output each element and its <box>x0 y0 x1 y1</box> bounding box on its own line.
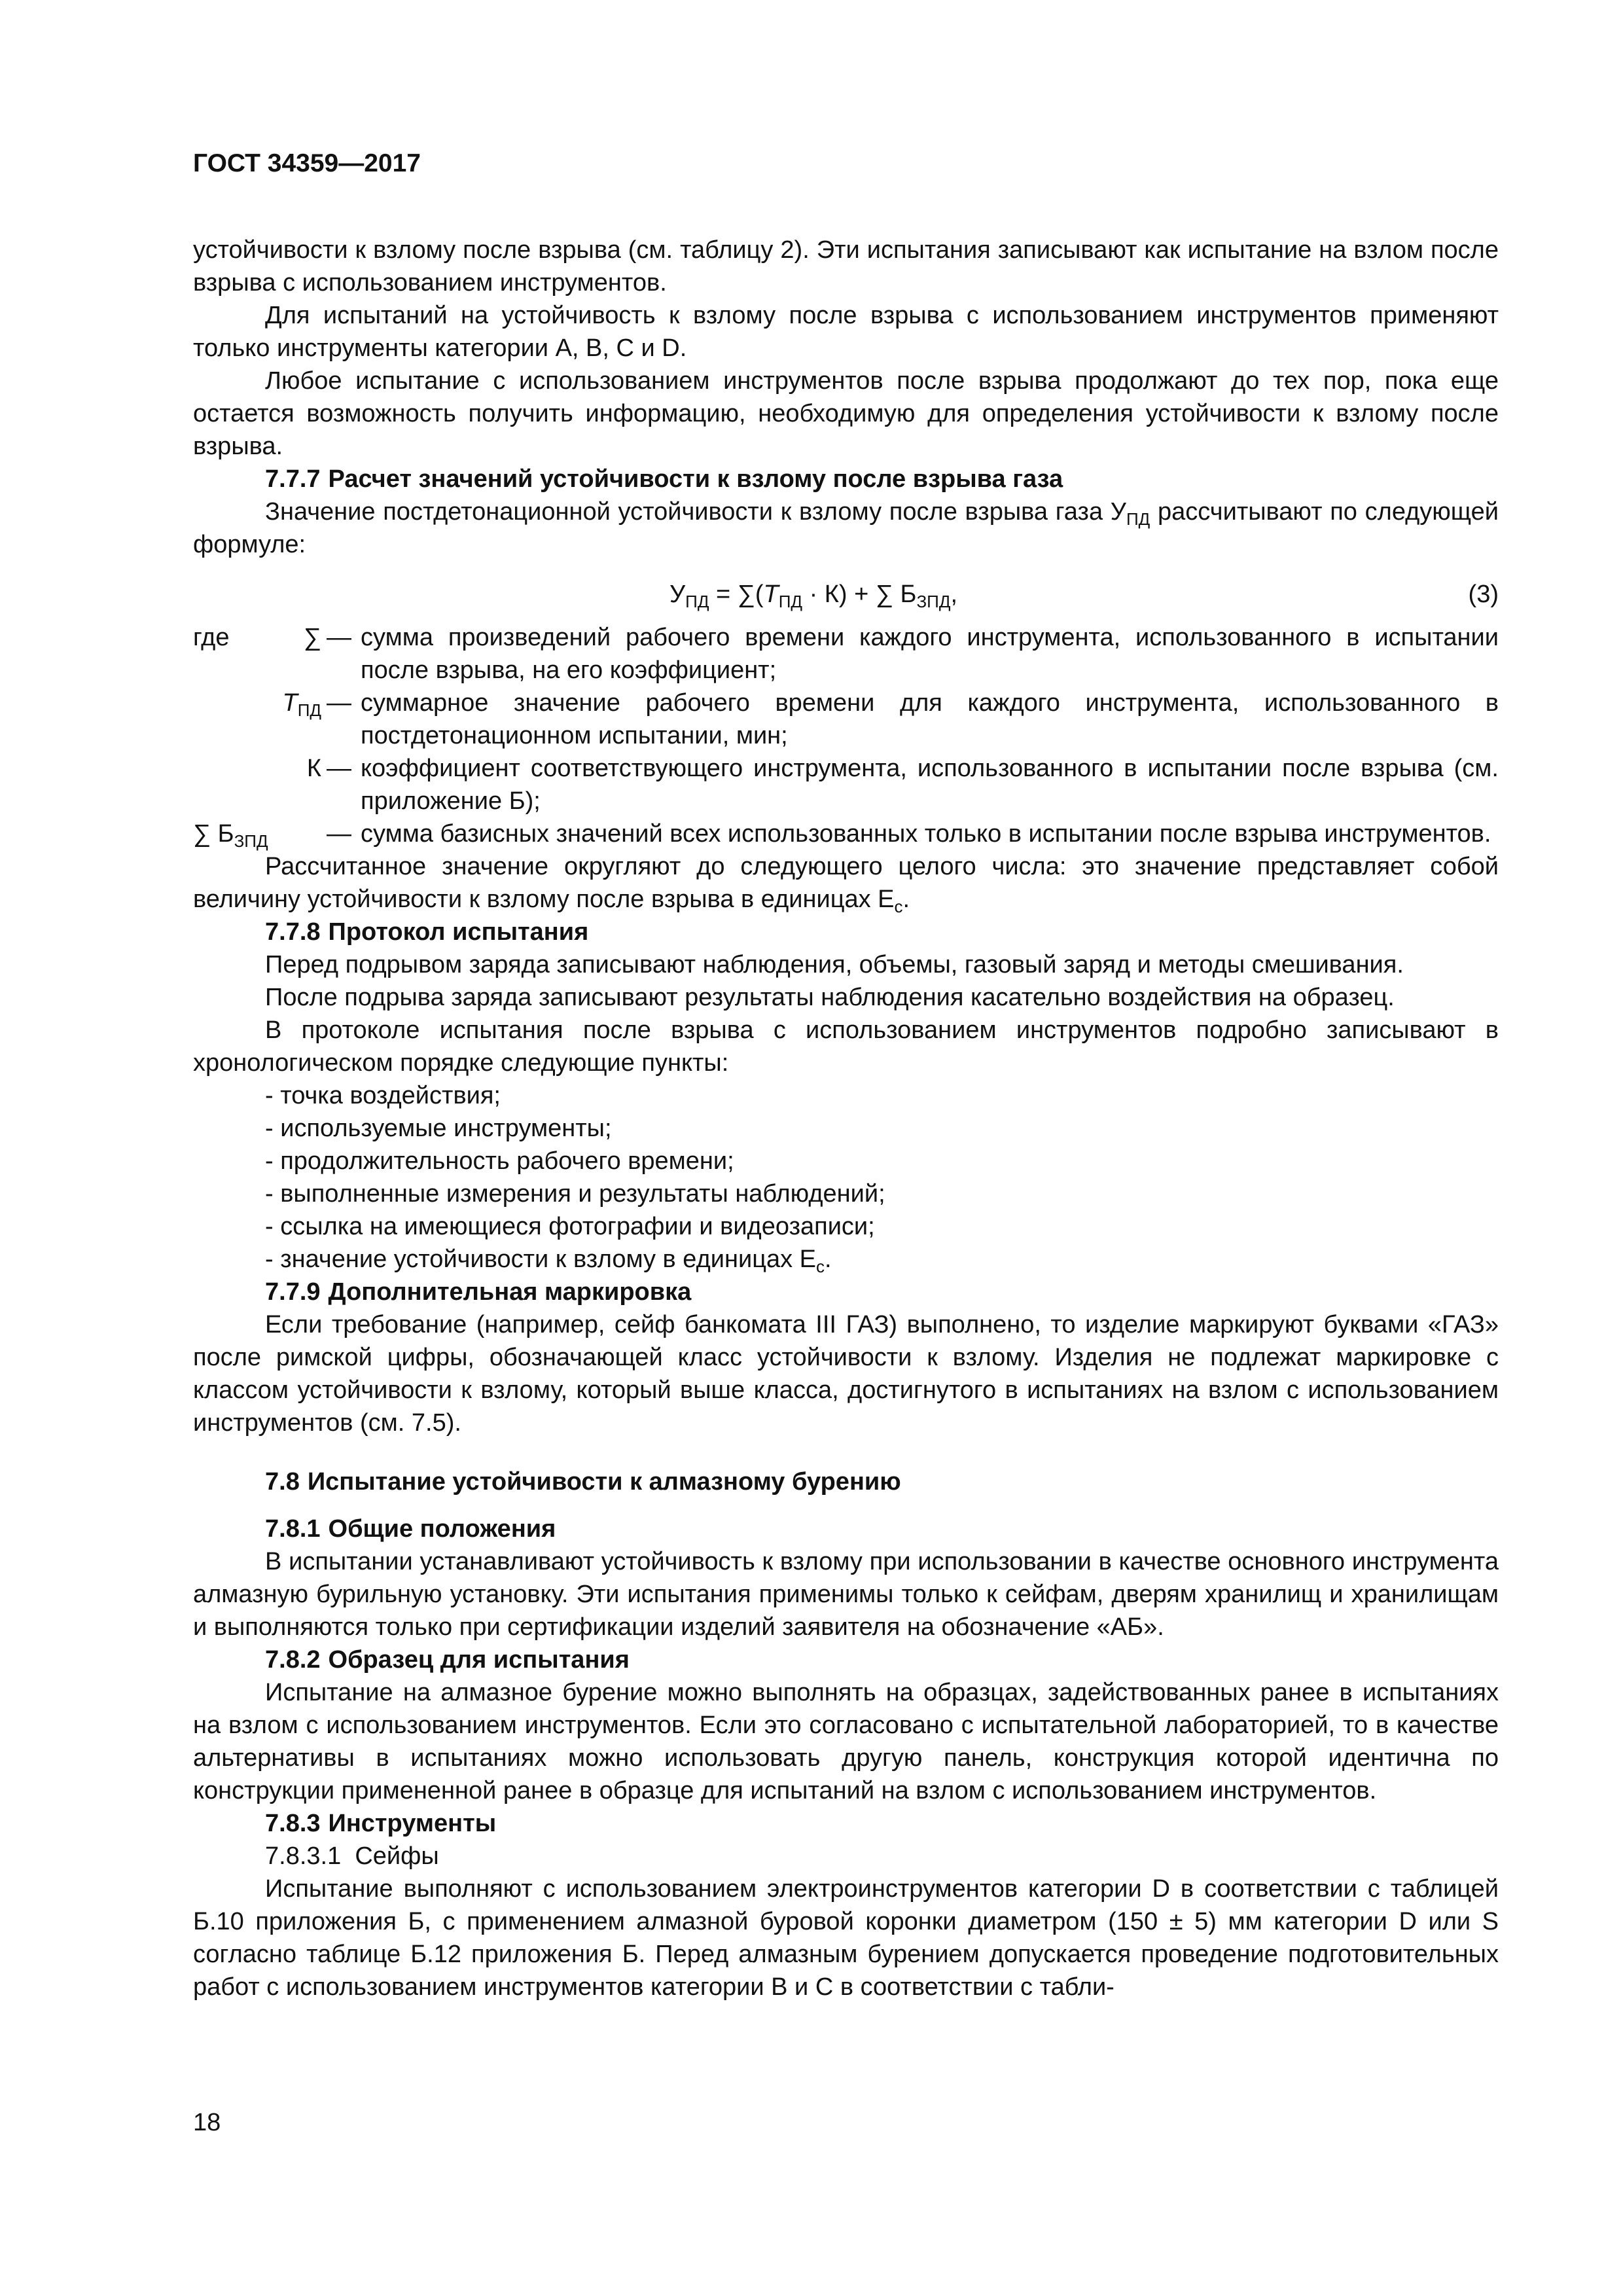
paragraph: В испытании устанавливают устойчивость к взлому при использовании в качестве основного инструмента алмазную бурильную установку. Эти испытания применимы только к сейфам, дверям хранилищ и хранилищам и выполняются только при сертификации изделий заявителя на обозначение «АБ». <box>193 1548 1499 1641</box>
document-page <box>193 147 1499 2003</box>
section-heading-7-7-7: 7.7.7 Расчет значений устойчивости к взлому после взрыва газа <box>265 465 1063 493</box>
paragraph: Испытание на алмазное бурение можно выполнять на образцах, задействованных ранее в испытаниях на взлом с использованием инструментов. Если это согласовано с испытательной лабораторией, то в качестве альтернативы в испытаниях можно использовать другую панель, конструкция которой идентична по конструкции примененной ранее в образце для испытаний на взлом с использованием инструментов. <box>193 1679 1499 1804</box>
paragraph: Испытание выполняют с использованием электроинструментов категории D в соответствии с таблицей Б.10 приложения Б, с применением алмазной буровой коронки диаметром (150 ± 5) мм категории D или S согласно таблице Б.12 приложения Б. Перед алмазным бурением допускается проведение подготовительных работ с использованием инструментов категории В и С в соответствии с табли- <box>193 1875 1499 2001</box>
paragraph: Если требование (например, сейф банкомата III ГАЗ) выполнено, то изделие маркируют буквами «ГАЗ» после римской цифры, обозначающей класс устойчивости к взлому. Изделия не подлежат маркировке с классом устойчивости к взлому, который выше класса, достигнутого в испытаниях на взлом с использованием инструментов (см. 7.5). <box>193 1311 1499 1437</box>
formula-3 <box>193 578 1499 616</box>
paragraph: Любое испытание с использованием инструментов после взрыва продолжают до тех пор, пока еще остается возможность получить информацию, необходимую для определения устойчивости к взлому после взрыва. <box>193 367 1499 460</box>
paragraph: В протоколе испытания после взрыва с использованием инструментов подробно записывают в хронологическом порядке следующие пункты: <box>193 1016 1499 1077</box>
page-number: 18 <box>193 2109 221 2136</box>
subsection-heading-7-8-3-1: 7.8.3.1 Сейфы <box>265 1842 439 1870</box>
paragraph-formula-intro: Значение постдетонационной устойчивости к взлому после взрыва газа $У_{ПД}$ рассчитывают по следующей формуле: <box>193 498 1499 558</box>
formula-number: (3) <box>1468 581 1499 608</box>
paragraph: Для испытаний на устойчивость к взлому после взрыва с использованием инструментов применяют только инструменты категории А, В, С и D. <box>193 302 1499 362</box>
definition-item: где ∑ — сумма произведений рабочего времени каждого инструмента, использованного в испытании после взрыва, на его коэффициент; <box>193 624 1499 684</box>
section-heading-7-7-8: 7.7.8 Протокол испытания <box>265 918 589 946</box>
list-item: - выполненные измерения и результаты наблюдений; <box>193 1177 1499 1210</box>
definition-item: $Т_{ПД}$ — суммарное значение рабочего времени для каждого инструмента, использованного в постдетонационном испытании, мин; <box>282 689 1499 749</box>
formula-definitions <box>193 621 1499 850</box>
definition-item: К — коэффициент соответствующего инструмента, использованного в испытании после взрыва (см. приложение Б); <box>306 755 1499 815</box>
section-heading-7-7-9: 7.7.9 Дополнительная маркировка <box>265 1278 692 1306</box>
document-header: ГОСТ 34359—2017 <box>193 149 421 177</box>
formula-expression: $У_{ПД} = \sum(Т_{ПД} \cdot К)$ + ∑ $Б_{ЗПД}$, <box>669 581 958 611</box>
list-item: - ссылка на имеющиеся фотографии и видеозаписи; <box>193 1210 1499 1243</box>
paragraph: Перед подрывом заряда записывают наблюдения, объемы, газовый заряд и методы смешивания. <box>265 951 1404 978</box>
paragraph: После подрыва заряда записывают результаты наблюдения касательно воздействия на образец. <box>265 984 1395 1011</box>
paragraph: устойчивости к взлому после взрыва (см. таблицу 2). Эти испытания записывают как испытание на взлом после взрыва с использованием инструментов. <box>193 236 1499 296</box>
definition-item: ∑ $Б_{ЗПД}$ — сумма базисных значений всех использованных только в испытании после взрыва инструментов. <box>193 820 1491 851</box>
section-heading-7-8-2: 7.8.2 Образец для испытания <box>265 1646 630 1674</box>
section-heading-7-8: 7.8 Испытание устойчивости к алмазному бурению <box>265 1468 901 1496</box>
list-item: - значение устойчивости к взлому в единицах $Е_с$. <box>193 1243 1499 1276</box>
paragraph: Рассчитанное значение округляют до следующего целого числа: это значение представляет собой величину устойчивости к взлому после взрыва в единицах $Е_с$. <box>193 853 1499 916</box>
list-item: - используемые инструменты; <box>193 1112 1499 1145</box>
protocol-items-list <box>193 1079 1499 1276</box>
list-item: - точка воздействия; <box>193 1079 1499 1112</box>
section-heading-7-8-1: 7.8.1 Общие положения <box>265 1515 556 1543</box>
list-item: - продолжительность рабочего времени; <box>193 1145 1499 1177</box>
section-heading-7-8-3: 7.8.3 Инструменты <box>265 1810 497 1837</box>
